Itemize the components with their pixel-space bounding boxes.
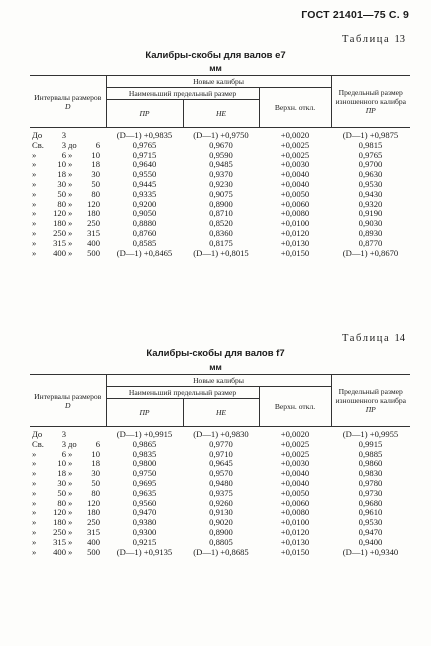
table-body bbox=[30, 427, 410, 558]
cell-pr: 0,8585 bbox=[132, 237, 157, 248]
cell-worn-pr: 0,9470 bbox=[358, 526, 383, 537]
interval-to: 50 bbox=[91, 178, 100, 189]
cell-pr: 0,9640 bbox=[132, 159, 157, 170]
header-ne-text: НЕ bbox=[215, 109, 227, 118]
interval-to: 18 bbox=[91, 458, 100, 469]
interval-prefix: » bbox=[32, 507, 37, 518]
interval-prefix: » bbox=[32, 448, 37, 459]
cell-pr: (D—1) +0,9915 bbox=[116, 429, 173, 439]
interval-prefix: » bbox=[32, 536, 37, 547]
interval-to: 18 bbox=[91, 159, 100, 170]
table-title: Калибры-скобы для валов f7 bbox=[146, 348, 285, 359]
cell-pr: 0,9715 bbox=[132, 149, 157, 160]
cell-deviation: +0,0040 bbox=[280, 169, 310, 180]
page-header-code: ГОСТ 21401—75 С. 9 bbox=[301, 9, 409, 21]
cell-pr: 0,9560 bbox=[132, 497, 157, 508]
interval-prefix: » bbox=[32, 188, 37, 199]
cell-ne: 0,8805 bbox=[209, 536, 233, 547]
cell-interval bbox=[30, 427, 106, 440]
cell-ne: 0,9075 bbox=[209, 188, 233, 199]
interval-to: 250 bbox=[87, 218, 100, 229]
cell-ne: 0,9260 bbox=[209, 497, 233, 508]
interval-from: 80 bbox=[57, 497, 66, 508]
interval-range bbox=[32, 249, 106, 259]
interval-to: 30 bbox=[91, 169, 100, 180]
interval-to-word: » bbox=[68, 237, 73, 248]
cell-deviation: +0,0020 bbox=[280, 130, 310, 140]
interval-from: 6 bbox=[61, 149, 66, 160]
cell-ne: (D—1) +0,8685 bbox=[193, 546, 249, 557]
cell-interval bbox=[30, 548, 106, 558]
cell-ne: 0,9230 bbox=[209, 178, 233, 189]
header-worn-pr: ПР bbox=[365, 106, 376, 115]
header-deviation: Верхн. откл. bbox=[259, 88, 331, 128]
header-interval-var: D bbox=[65, 400, 71, 410]
interval-from: 10 bbox=[57, 458, 66, 469]
cell-worn-pr: 0,8930 bbox=[358, 227, 383, 238]
interval-to: 500 bbox=[87, 247, 100, 258]
interval-to-word: » bbox=[68, 536, 73, 547]
cell-pr: 0,9765 bbox=[132, 139, 157, 150]
interval-from: 315 bbox=[53, 536, 66, 547]
cell-deviation: +0,0060 bbox=[280, 198, 310, 209]
interval-to-word: » bbox=[68, 208, 73, 219]
cell-deviation: +0,0150 bbox=[280, 247, 310, 258]
cell-pr: (D—1) +0,8465 bbox=[116, 247, 173, 258]
cell-pr: 0,9695 bbox=[132, 477, 157, 488]
cell-pr: 0,9470 bbox=[132, 507, 157, 518]
interval-to-word: » bbox=[68, 198, 73, 209]
cell-deviation: +0,0040 bbox=[280, 468, 310, 479]
interval-to-word: до bbox=[68, 438, 77, 449]
interval-from: 250 bbox=[53, 526, 66, 537]
table-label-word: Таблица bbox=[342, 333, 391, 344]
cell-worn-pr: 0,9530 bbox=[358, 517, 383, 528]
interval-prefix: » bbox=[32, 497, 37, 508]
cell-worn-pr: 0,9860 bbox=[358, 458, 383, 469]
interval-prefix: » bbox=[32, 149, 37, 160]
cell-ne: 0,9370 bbox=[209, 169, 233, 180]
cell-worn-pr: 0,9530 bbox=[358, 178, 383, 189]
interval-prefix: » bbox=[32, 458, 37, 469]
interval-to-word: » bbox=[68, 507, 73, 518]
header-interval-text: Интервалы размеров bbox=[34, 92, 102, 102]
cell-pr: (D—1) +0,9835 bbox=[116, 130, 173, 140]
interval-prefix: Св. bbox=[32, 139, 44, 150]
header-pr bbox=[106, 399, 183, 427]
interval-to-word: » bbox=[68, 517, 73, 528]
cell-pr: 0,9300 bbox=[132, 526, 157, 537]
interval-to-word: » bbox=[68, 218, 73, 229]
cell-worn-pr: 0,9030 bbox=[358, 218, 383, 229]
interval-to: 400 bbox=[87, 536, 100, 547]
cell-pr: 0,9750 bbox=[132, 468, 157, 479]
interval-from: 3 bbox=[61, 429, 66, 439]
interval-prefix: До bbox=[32, 130, 43, 140]
interval-to: 30 bbox=[91, 468, 100, 479]
cell-pr: 0,9050 bbox=[132, 208, 157, 219]
table-row bbox=[30, 249, 410, 259]
interval-from: 30 bbox=[57, 477, 66, 488]
interval-prefix: » bbox=[32, 218, 37, 229]
interval-from: 50 bbox=[57, 188, 66, 199]
cell-pr: 0,9200 bbox=[132, 198, 157, 209]
cell-ne: 0,9770 bbox=[209, 438, 233, 449]
table-number: 13 bbox=[394, 34, 405, 45]
interval-from: 120 bbox=[53, 507, 66, 518]
header-ne bbox=[183, 100, 259, 128]
interval-prefix: » bbox=[32, 526, 37, 537]
header-interval-var: D bbox=[65, 101, 71, 111]
gauge-table bbox=[30, 374, 410, 557]
interval-prefix: » bbox=[32, 468, 37, 479]
interval-to-word: » bbox=[68, 477, 73, 488]
header-new-gauges: Новые калибры bbox=[106, 76, 331, 88]
header-worn-pr: ПР bbox=[365, 405, 376, 414]
header-min-size: Наименьший предельный размер bbox=[106, 88, 259, 100]
cell-worn-pr: 0,9700 bbox=[358, 159, 383, 170]
interval-to: 50 bbox=[91, 477, 100, 488]
interval-prefix: » bbox=[32, 198, 37, 209]
cell-interval bbox=[30, 128, 106, 141]
cell-interval bbox=[30, 249, 106, 259]
cell-deviation: +0,0030 bbox=[280, 458, 310, 469]
cell-ne: 0,8360 bbox=[209, 227, 233, 238]
cell-pr: 0,9835 bbox=[132, 448, 157, 459]
interval-prefix: » bbox=[32, 487, 37, 498]
interval-prefix: » bbox=[32, 477, 37, 488]
header-ne-text: НЕ bbox=[215, 408, 227, 417]
table-units: мм bbox=[209, 63, 222, 73]
interval-from: 3 bbox=[61, 139, 66, 150]
cell-deviation: +0,0040 bbox=[280, 477, 310, 488]
interval-to: 80 bbox=[91, 188, 100, 199]
cell-deviation: +0,0080 bbox=[280, 208, 310, 219]
cell-deviation: +0,0080 bbox=[280, 507, 310, 518]
cell-worn-pr: (D—1) +0,9340 bbox=[342, 546, 399, 557]
cell-deviation: +0,0025 bbox=[280, 438, 310, 449]
interval-prefix: » bbox=[32, 208, 37, 219]
cell-deviation: +0,0020 bbox=[280, 429, 310, 439]
cell-ne: 0,8900 bbox=[209, 198, 233, 209]
header-pr-text: ПР bbox=[139, 109, 150, 118]
interval-prefix: До bbox=[32, 429, 43, 439]
cell-deviation: +0,0060 bbox=[280, 497, 310, 508]
cell-deviation: +0,0120 bbox=[280, 227, 310, 238]
interval-to-word: » bbox=[68, 526, 73, 537]
cell-ne: 0,9590 bbox=[209, 149, 233, 160]
cell-deviation: +0,0100 bbox=[280, 517, 310, 528]
interval-from: 315 bbox=[53, 237, 66, 248]
cell-worn-pr: 0,9765 bbox=[358, 149, 383, 160]
cell-deviation: +0,0025 bbox=[280, 139, 310, 150]
interval-prefix: » bbox=[32, 159, 37, 170]
interval-to-word: » bbox=[68, 178, 73, 189]
interval-to-word: » bbox=[68, 468, 73, 479]
cell-ne: 0,8175 bbox=[209, 237, 233, 248]
table-units: мм bbox=[209, 362, 222, 372]
cell-worn-pr: (D—1) +0,9875 bbox=[342, 130, 399, 140]
interval-to: 250 bbox=[87, 517, 100, 528]
interval-from: 250 bbox=[53, 227, 66, 238]
cell-ne: 0,8520 bbox=[209, 218, 233, 229]
cell-deviation: +0,0100 bbox=[280, 218, 310, 229]
interval-prefix: » bbox=[32, 546, 37, 557]
cell-worn-pr: 0,8770 bbox=[358, 237, 383, 248]
cell-pr: 0,9335 bbox=[132, 188, 157, 199]
interval-from: 180 bbox=[53, 517, 66, 528]
cell-deviation: +0,0120 bbox=[280, 526, 310, 537]
interval-from: 400 bbox=[53, 546, 66, 557]
cell-deviation: +0,0030 bbox=[280, 159, 310, 170]
cell-worn-pr: (D—1) +0,8670 bbox=[342, 247, 399, 258]
header-interval bbox=[30, 76, 106, 128]
header-worn bbox=[331, 76, 410, 128]
cell-ne: (D—1) +0,9750 bbox=[193, 130, 249, 140]
interval-from: 3 bbox=[61, 438, 66, 449]
cell-worn-pr: 0,9430 bbox=[358, 188, 383, 199]
interval-range bbox=[32, 548, 106, 558]
cell-pr: 0,9215 bbox=[132, 536, 157, 547]
interval-to-word: » bbox=[68, 247, 73, 258]
cell-ne: 0,9130 bbox=[209, 507, 233, 518]
cell-deviation: +0,0150 bbox=[280, 546, 310, 557]
interval-prefix: » bbox=[32, 227, 37, 238]
cell-deviation: +0,0025 bbox=[280, 448, 310, 459]
cell-worn-pr: 0,9885 bbox=[358, 448, 383, 459]
cell-ne: 0,8900 bbox=[209, 526, 233, 537]
interval-to: 10 bbox=[91, 448, 100, 459]
cell-pr: 0,8760 bbox=[132, 227, 157, 238]
interval-to-word: » bbox=[68, 448, 73, 459]
interval-to-word: » bbox=[68, 487, 73, 498]
interval-prefix: » bbox=[32, 178, 37, 189]
interval-from: 180 bbox=[53, 218, 66, 229]
cell-ne: (D—1) +0,8015 bbox=[193, 247, 249, 258]
interval-to-word: до bbox=[68, 139, 77, 150]
cell-ne: 0,9375 bbox=[209, 487, 233, 498]
interval-from: 6 bbox=[61, 448, 66, 459]
interval-from: 80 bbox=[57, 198, 66, 209]
cell-ne: 0,9670 bbox=[209, 139, 233, 150]
table-title: Калибры-скобы для валов е7 bbox=[145, 50, 286, 61]
interval-from: 400 bbox=[53, 247, 66, 258]
cell-worn-pr: 0,9190 bbox=[358, 208, 383, 219]
interval-to-word: » bbox=[68, 169, 73, 180]
cell-worn-pr: 0,9830 bbox=[358, 468, 383, 479]
cell-deviation: +0,0050 bbox=[280, 487, 310, 498]
interval-prefix: » bbox=[32, 237, 37, 248]
cell-worn-pr: 0,9780 bbox=[358, 477, 383, 488]
cell-pr: 0,9865 bbox=[132, 438, 157, 449]
cell-pr: 0,9550 bbox=[132, 169, 157, 180]
interval-from: 50 bbox=[57, 487, 66, 498]
cell-deviation: +0,0040 bbox=[280, 178, 310, 189]
interval-from: 18 bbox=[57, 468, 66, 479]
table-row bbox=[30, 548, 410, 558]
interval-to: 400 bbox=[87, 237, 100, 248]
cell-ne: 0,9645 bbox=[209, 458, 233, 469]
cell-ne: 0,9570 bbox=[209, 468, 233, 479]
interval-to-word: » bbox=[68, 188, 73, 199]
interval-prefix: » bbox=[32, 169, 37, 180]
cell-pr: (D—1) +0,9135 bbox=[116, 546, 173, 557]
table-number: 14 bbox=[394, 333, 405, 344]
interval-to: 315 bbox=[87, 227, 100, 238]
cell-deviation: +0,0130 bbox=[280, 237, 310, 248]
gauge-table bbox=[30, 75, 410, 258]
cell-ne: 0,8710 bbox=[209, 208, 233, 219]
header-min-size: Наименьший предельный размер bbox=[106, 387, 259, 399]
table-body bbox=[30, 128, 410, 259]
interval-from: 10 bbox=[57, 159, 66, 170]
interval-to-word: » bbox=[68, 546, 73, 557]
interval-to-word: » bbox=[68, 227, 73, 238]
interval-to-word: » bbox=[68, 149, 73, 160]
interval-to: 6 bbox=[95, 139, 100, 150]
interval-from: 120 bbox=[53, 208, 66, 219]
interval-to: 10 bbox=[91, 149, 100, 160]
interval-to-word: » bbox=[68, 497, 73, 508]
header-pr-text: ПР bbox=[139, 408, 150, 417]
cell-worn-pr: 0,9815 bbox=[358, 139, 383, 150]
interval-to: 6 bbox=[95, 438, 100, 449]
header-interval bbox=[30, 375, 106, 427]
table-label bbox=[342, 333, 405, 344]
interval-to: 180 bbox=[87, 208, 100, 219]
cell-worn-pr: 0,9730 bbox=[358, 487, 383, 498]
cell-pr: 0,9800 bbox=[132, 458, 157, 469]
cell-pr: 0,9380 bbox=[132, 517, 157, 528]
header-worn-text: Предельный размер изношенного калибра bbox=[335, 88, 407, 106]
header-new-gauges: Новые калибры bbox=[106, 375, 331, 387]
interval-to: 120 bbox=[87, 497, 100, 508]
cell-ne: (D—1) +0,9830 bbox=[193, 429, 249, 439]
cell-deviation: +0,0050 bbox=[280, 188, 310, 199]
cell-ne: 0,9480 bbox=[209, 477, 233, 488]
interval-to: 500 bbox=[87, 546, 100, 557]
cell-worn-pr: 0,9610 bbox=[358, 507, 383, 518]
interval-to-word: » bbox=[68, 159, 73, 170]
header-worn-text: Предельный размер изношенного калибра bbox=[335, 387, 407, 405]
interval-prefix: Св. bbox=[32, 438, 44, 449]
cell-ne: 0,9710 bbox=[209, 448, 233, 459]
cell-worn-pr: 0,9915 bbox=[358, 438, 383, 449]
interval-from: 30 bbox=[57, 178, 66, 189]
interval-to: 80 bbox=[91, 487, 100, 498]
header-worn bbox=[331, 375, 410, 427]
interval-to: 315 bbox=[87, 526, 100, 537]
interval-to-word: » bbox=[68, 458, 73, 469]
cell-worn-pr: 0,9400 bbox=[358, 536, 383, 547]
cell-worn-pr: 0,9680 bbox=[358, 497, 383, 508]
header-deviation: Верхн. откл. bbox=[259, 387, 331, 427]
table-label bbox=[342, 34, 405, 45]
table-label-word: Таблица bbox=[342, 34, 391, 45]
cell-pr: 0,9445 bbox=[132, 178, 157, 189]
table-row bbox=[30, 427, 410, 440]
cell-deviation: +0,0130 bbox=[280, 536, 310, 547]
interval-from: 3 bbox=[61, 130, 66, 140]
cell-worn-pr: 0,9630 bbox=[358, 169, 383, 180]
interval-prefix: » bbox=[32, 247, 37, 258]
header-pr bbox=[106, 100, 183, 128]
header-interval-text: Интервалы размеров bbox=[34, 391, 102, 401]
interval-prefix: » bbox=[32, 517, 37, 528]
cell-pr: 0,8880 bbox=[132, 218, 157, 229]
cell-pr: 0,9635 bbox=[132, 487, 157, 498]
header-ne bbox=[183, 399, 259, 427]
cell-worn-pr: 0,9320 bbox=[358, 198, 383, 209]
cell-ne: 0,9485 bbox=[209, 159, 233, 170]
interval-from: 18 bbox=[57, 169, 66, 180]
cell-ne: 0,9020 bbox=[209, 517, 233, 528]
cell-worn-pr: (D—1) +0,9955 bbox=[342, 429, 399, 439]
interval-to: 180 bbox=[87, 507, 100, 518]
interval-to: 120 bbox=[87, 198, 100, 209]
cell-deviation: +0,0025 bbox=[280, 149, 310, 160]
table-row bbox=[30, 128, 410, 141]
